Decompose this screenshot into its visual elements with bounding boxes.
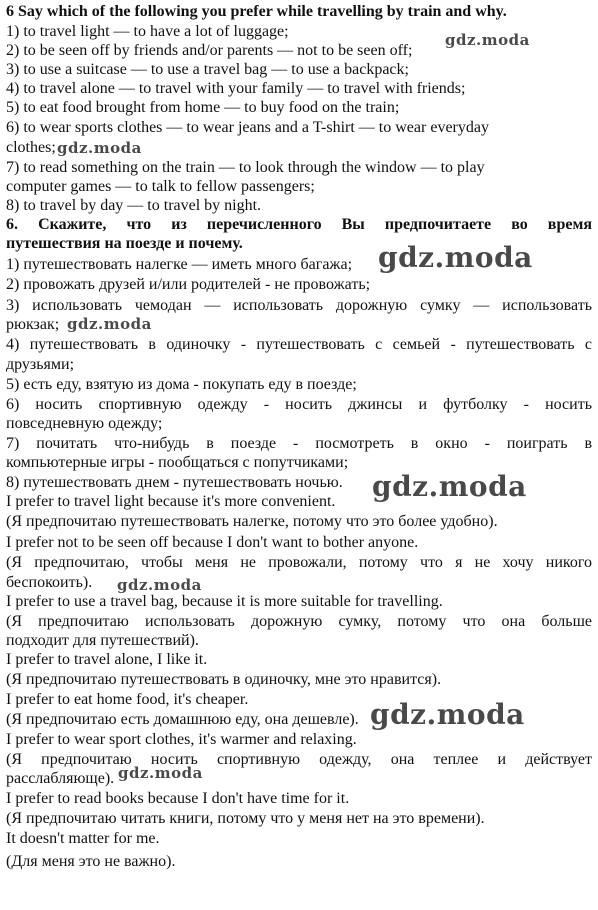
en-item: 1) to travel light — to have a lot of luggage; <box>6 23 289 40</box>
answer-line: I prefer to eat home food, it's cheaper. <box>6 691 249 708</box>
ru-item: 4) путешествовать в одиночку - путешествовать с семьей - путешествовать с <box>6 336 592 353</box>
answer-line: (Я предпочитаю использовать дорожную сумку, потому что она больше <box>6 613 592 630</box>
exercise-heading-en: 6 Say which of the following you prefer while travelling by train and why. <box>6 3 507 20</box>
answer-line: (Я предпочитаю путешествовать в одиночку, мне это нравится). <box>6 671 442 688</box>
answer-line: I prefer not to be seen off because I don't want to bother anyone. <box>6 534 419 551</box>
answer-line: I prefer to travel light because it's more convenient. <box>6 493 336 510</box>
exercise-heading-ru-cont: путешествия на поезде и почему. <box>6 235 243 252</box>
answer-line: (Я предпочитаю читать книги, потому что у меня нет на это времени). <box>6 810 485 827</box>
ru-item: 7) почитать что-нибудь в поезде - посмотреть в окно - поиграть в <box>6 435 592 452</box>
ru-item: 2) провожать друзей и/или родителей - не провожать; <box>6 276 371 293</box>
ru-item: 5) есть еду, взятую из дома - покупать еду в поезде; <box>6 376 357 393</box>
watermark: gdz.moda <box>118 764 203 782</box>
answer-line: It doesn't matter for me. <box>6 830 160 847</box>
en-item: clothes; <box>6 139 56 156</box>
watermark: gdz.moda <box>445 31 530 49</box>
watermark: gdz.moda <box>378 241 533 274</box>
watermark: gdz.moda <box>372 470 527 503</box>
ru-item: рюкзак; <box>6 316 60 333</box>
answer-line: I prefer to travel alone, I like it. <box>6 651 208 668</box>
en-item: 2) to be seen off by friends and/or parents — not to be seen off; <box>6 42 413 59</box>
answer-line: расслабляюще). <box>6 770 115 787</box>
watermark: gdz.moda <box>117 576 202 594</box>
answer-line: подходит для путешествий). <box>6 632 199 649</box>
answer-line: беспокоить). <box>6 574 93 591</box>
answer-line: (Я предпочитаю носить спортивную одежду, она теплее и действует <box>6 751 592 768</box>
exercise-heading-ru: 6. Скажите, что из перечисленного Вы предпочитаете во время <box>6 216 592 233</box>
en-item: 7) to read something on the train — to look through the window — to play <box>6 159 485 176</box>
answer-line: (Я предпочитаю есть домашнюю еду, она дешевле). <box>6 711 359 728</box>
en-item: 8) to travel by day — to travel by night. <box>6 197 262 214</box>
en-item: 6) to wear sports clothes — to wear jeans and a T-shirt — to wear everyday <box>6 119 489 136</box>
en-item: computer games — to talk to fellow passengers; <box>6 178 315 195</box>
answer-line: (Я предпочитаю путешествовать налегке, потому что это более удобно). <box>6 513 498 530</box>
ru-item: 8) путешествовать днем - путешествовать ночью. <box>6 474 343 491</box>
answer-line: I prefer to wear sport clothes, it's warmer and relaxing. <box>6 731 357 748</box>
watermark: gdz.moda <box>370 698 525 731</box>
answer-line: (Для меня это не важно). <box>6 853 176 870</box>
en-item: 4) to travel alone — to travel with your family — to travel with friends; <box>6 80 466 97</box>
ru-item: 6) носить спортивную одежду - носить джинсы и футболку - носить <box>6 396 592 413</box>
watermark: gdz.moda <box>67 315 152 333</box>
ru-item: повседневную одежду; <box>6 415 163 432</box>
en-item: 5) to eat food brought from home — to buy food on the train; <box>6 99 400 116</box>
ru-item: 3) использовать чемодан — использовать дорожную сумку — использовать <box>6 297 592 314</box>
en-item: 3) to use a suitcase — to use a travel bag — to use a backpack; <box>6 61 409 78</box>
watermark: gdz.moda <box>57 139 142 157</box>
ru-item: друзьями; <box>6 356 75 373</box>
ru-item: компьютерные игры - пообщаться с попутчиками; <box>6 454 349 471</box>
answer-line: (Я предпочитаю, чтобы меня не провожали, потому что я не хочу никого <box>6 554 592 571</box>
ru-item: 1) путешествовать налегке — иметь много багажа; <box>6 256 353 273</box>
answer-line: I prefer to read books because I don't have time for it. <box>6 790 350 807</box>
answer-line: I prefer to use a travel bag, because it is more suitable for travelling. <box>6 593 443 610</box>
